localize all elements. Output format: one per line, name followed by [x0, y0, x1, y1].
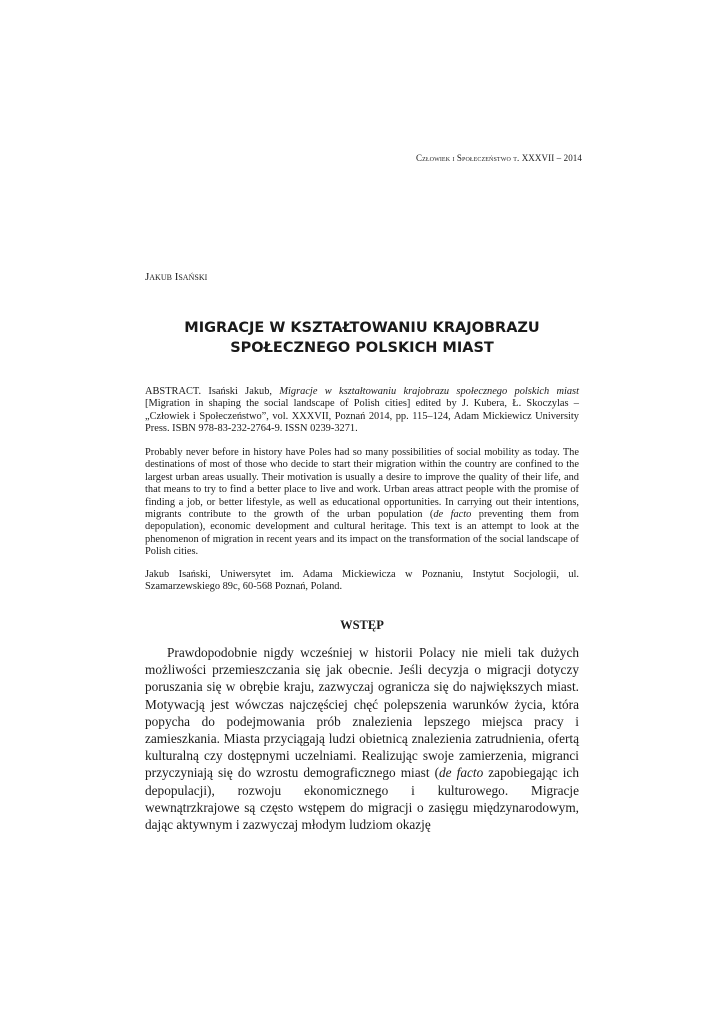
summary-italic: de facto [433, 509, 472, 521]
body-part-2: zapobiegając ich depopulacji), rozwoju ekonomicznego i kulturowego. Migracje wewnątrzkrajowe są często wstępem do migracji o zasięgu międzynarodowym, dając aktywnym i zazwyczaj młodym ludziom okazję [145, 765, 579, 833]
body-paragraph [145, 644, 579, 833]
abstract [145, 386, 579, 436]
body-italic: de facto [439, 765, 484, 781]
author-affiliation: Jakub Isański, Uniwersytet im. Adama Mickiewicza w Poznaniu, Instytut Socjologii, ul. Szamarzewskiego 89c, 60-568 Poznań, Poland. [145, 569, 579, 593]
article-title [145, 318, 579, 358]
summary-part-2: preventing them from depopulation), economic development and cultural heritage. This text is an attempt to look at the phenomenon of migration in recent years and its impact on the transformation of the social landscape of Polish cities. [145, 509, 579, 558]
title-line-1: MIGRACJE W KSZTAŁTOWANIU KRAJOBRAZU [184, 320, 540, 336]
abstract-prefix: ABSTRACT. Isański Jakub, [145, 386, 280, 397]
running-head: Człowiek i Społeczeństwo t. XXXVII – 2014 [416, 153, 582, 163]
english-summary [145, 447, 579, 559]
title-line-2: SPOŁECZNEGO POLSKICH MIAST [230, 340, 494, 356]
summary-part-1: Probably never before in history have Poles had so many possibilities of social mobility as today. The destinations of most of those who decide to start their migration within the country are confined to the largest urban areas usually. Their motivation is usually a desire to improve the quality of their life, and that means to try to find a better place to live and work. Urban areas attract people with the promise of finding a job, or better lifestyle, as well as educational opportunities. In carrying out their intentions, migrants contribute to the growth of the urban population ( [145, 447, 579, 521]
abstract-italic-title: Migracje w kształtowaniu krajobrazu społecznego polskich miast [279, 386, 579, 397]
author-name: Jakub Isański [145, 271, 208, 283]
section-heading: WSTĘP [340, 618, 384, 632]
body-part-1: Prawdopodobnie nigdy wcześniej w historii Polacy nie mieli tak dużych możliwości przemieszczania się jak obecnie. Jeśli decyzja o migracji dotyczy poruszania się w obrębie kraju, zazwyczaj ogranicza się do największych miast. Motywacją jest wówczas najczęściej chęć polepszenia warunków życia, która popycha do podejmowania prób znalezienia lepszego miejsca pracy i zamieszkania. Miasta przyciągają ludzi obietnicą znalezienia zatrudnienia, ofertą kulturalną czy dostępnymi uczelniami. Realizując swoje zamierzenia, migranci przyczyniają się do wzrostu demograficznego miast ( [145, 645, 579, 781]
abstract-rest: [Migration in shaping the social landscape of Polish cities] edited by J. Kubera, Ł. Skoczylas – „Człowiek i Społeczeństwo”, vol. XXXVII, Poznań 2014, pp. 115–124, Adam Mickiewicz University Press. ISBN 978-83-232-2764-9. ISSN 0239-3271. [145, 398, 579, 435]
